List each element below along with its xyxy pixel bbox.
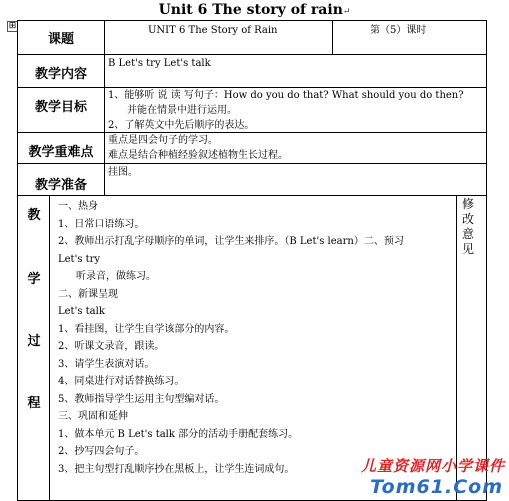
- process-line: 2、听课文录音，跟读。: [58, 341, 165, 352]
- process-line: 3、把主句型打乱顺序抄在黑板上，让学生连词成句。: [58, 463, 295, 475]
- move-handle-icon[interactable]: ⊞: [8, 21, 17, 31]
- keypoints-label: 教学重难点: [28, 145, 94, 160]
- keypoint-line-1: 重点是四会句子的学习。: [108, 135, 218, 146]
- process-line: 1、日常口语练习。: [58, 218, 145, 230]
- process-label-char: 过: [27, 334, 41, 349]
- paragraph-mark-icon: ↵: [342, 7, 351, 17]
- prep-text: 挂图。: [108, 167, 138, 178]
- process-line: 三、巩固和延伸: [58, 411, 128, 422]
- process-line: 1、看挂图，让学生自学该部分的内容。: [58, 323, 235, 335]
- row-divider: [17, 195, 487, 196]
- process-content: [58, 198, 448, 478]
- process-label-char: 教: [27, 208, 41, 223]
- keypoint-line-2: 难点是结合种植经验叙述植物生长过程。: [108, 150, 288, 161]
- process-label-char: 学: [27, 272, 41, 287]
- table-border-left: [17, 20, 18, 501]
- content-text: B Let's try Let's talk: [108, 58, 211, 69]
- process-line: 二、新课呈现: [58, 288, 118, 300]
- revision-label-char: 改: [461, 212, 474, 226]
- period-label: 第（5）课时: [370, 25, 427, 36]
- process-line: Let's try: [58, 253, 101, 265]
- process-line: 2、抄写四会句子。: [58, 446, 145, 457]
- topic-label: 课题: [47, 32, 74, 47]
- prep-label: 教学准备: [34, 178, 87, 193]
- row-divider: [17, 54, 487, 55]
- revision-label-char: 见: [461, 242, 474, 256]
- process-label-char: 程: [27, 396, 41, 411]
- title-text: Unit 6 The story of rain: [158, 2, 343, 18]
- row-divider: [17, 163, 487, 164]
- process-line: 1、做本单元 B Let's talk 部分的活动手册配套练习。: [58, 428, 299, 440]
- topic-period-divider: [332, 20, 333, 54]
- goal-line-1: 1、能够听 说 读 写句子：How do you do that? What should you do then?: [108, 90, 464, 101]
- table-border-top: [17, 20, 487, 21]
- topic-unit: UNIT 6 The Story of Rain: [148, 25, 278, 36]
- process-line: Let's talk: [58, 306, 105, 317]
- watermark-title: 儿童资源网小学课件: [360, 457, 505, 475]
- process-line: 听录音，做练习。: [76, 271, 156, 282]
- process-line: 2、教师出示打乱字母顺序的单词，让学生来排序。（B Let's learn）二、预习: [58, 236, 404, 247]
- goals-label: 教学目标: [34, 100, 87, 115]
- content-label: 教学内容: [34, 67, 87, 82]
- process-label-divider: [49, 195, 50, 501]
- table-border-right: [486, 20, 487, 501]
- document-title: [0, 0, 509, 20]
- goal-line-2: 并能在情景中进行运用。: [127, 105, 237, 116]
- watermark-url: Tom61.Com: [370, 476, 503, 498]
- process-line: 一、热身: [58, 201, 98, 212]
- revision-label-char: 意: [461, 227, 474, 241]
- process-line: 5、教师指导学生运用主句型编对话。: [58, 393, 225, 405]
- revision-label-char: 修: [461, 197, 474, 211]
- goal-line-3: 2、了解英文中先后顺序的表达。: [108, 120, 255, 131]
- process-line: 4、同桌进行对话替换练习。: [58, 376, 185, 387]
- site-watermark: [318, 455, 509, 501]
- process-line: 3、请学生表演对话。: [58, 358, 155, 370]
